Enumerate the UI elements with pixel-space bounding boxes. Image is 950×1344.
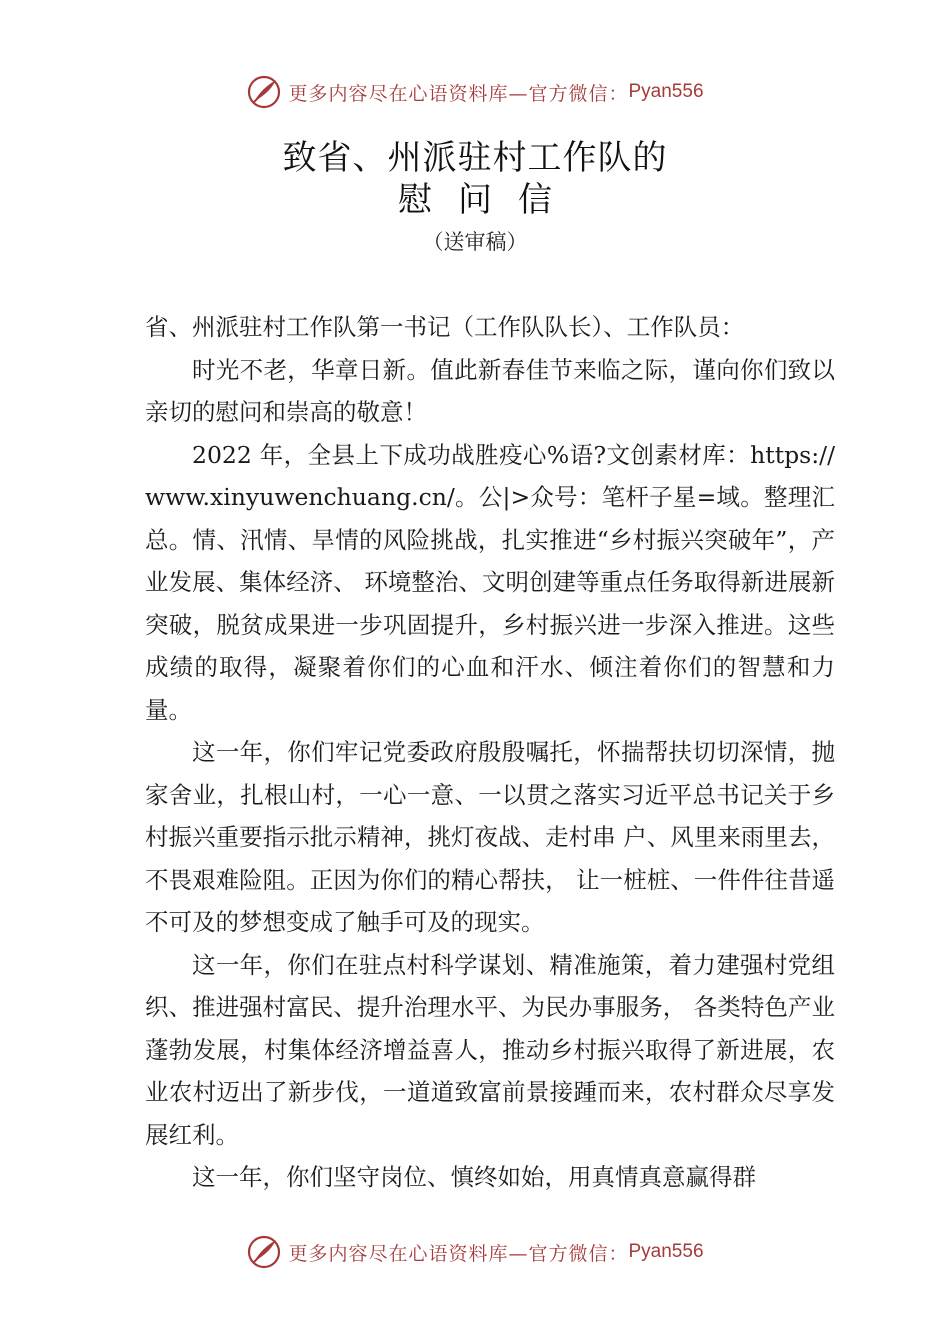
watermark-footer [0,1232,950,1272]
paragraph: 2022 年，全县上下成功战胜疫心%语?文创素材库：https://www.xinyuwenchuang.cn/。公|>众号：笔杆子星=域。整理汇总。情、汛情、旱情的风险挑战，扎实推进“乡村振兴突破年”，产业发展、集体经济、 环境整治、文明创建等重点任务取得新进展新突破，脱贫成果进一步巩固提升，乡村振兴进一步深入推进。这些成绩的取得，凝聚着你们的心血和汗水、倾注着你们的智慧和力量。 [145,440,835,724]
letter-body [145,306,835,1199]
watermark-text: 更多内容尽在心语资料库—官方微信： [288,82,629,105]
paragraph: 这一年，你们牢记党委政府殷殷嘱托，怀揣帮扶切切深情，抛家舍业，扎根山村，一心一意、一以贯之落实习近平总书记关于乡村振兴重要指示批示精神，挑灯夜战、走村串 户、风里来雨里去，不畏艰难险阻。正因为你们的精心帮扶， 让一桩桩、一件件往昔遥不可及的梦想变成了触手可及的现实。 [145,738,835,936]
watermark-text: 更多内容尽在心语资料库—官方微信： [288,1242,629,1265]
document-subtitle: （送审稿） [422,230,528,254]
quill-logo-icon [246,74,282,110]
paragraph: 时光不老，华章日新。值此新春佳节来临之际，谨向你们致以亲切的慰问和崇高的敬意！ [145,355,835,426]
quill-logo-icon [246,1234,282,1270]
watermark-wechat-id: Pyan556 [628,1241,704,1262]
salutation: 省、州派驻村工作队第一书记（工作队队长）、工作队员： [145,313,745,341]
document-title: 致省、州派驻村工作队的 [282,138,668,178]
paragraph: 这一年，你们在驻点村科学谋划、精准施策，着力建强村党组织、推进强村富民、提升治理水平、为民办事服务， 各类特色产业蓬勃发展，村集体经济增益喜人，推动乡村振兴取得了新进展，农业农村迈出了新步伐，一道道致富前景接踵而来，农村群众尽享发展红利。 [145,950,835,1149]
paragraph: 这一年，你们坚守岗位、慎终如始，用真情真意赢得群 [192,1163,756,1191]
document-title-line2: 慰问信 [398,180,578,220]
watermark-wechat-id: Pyan556 [628,81,704,102]
watermark-header [0,72,950,112]
